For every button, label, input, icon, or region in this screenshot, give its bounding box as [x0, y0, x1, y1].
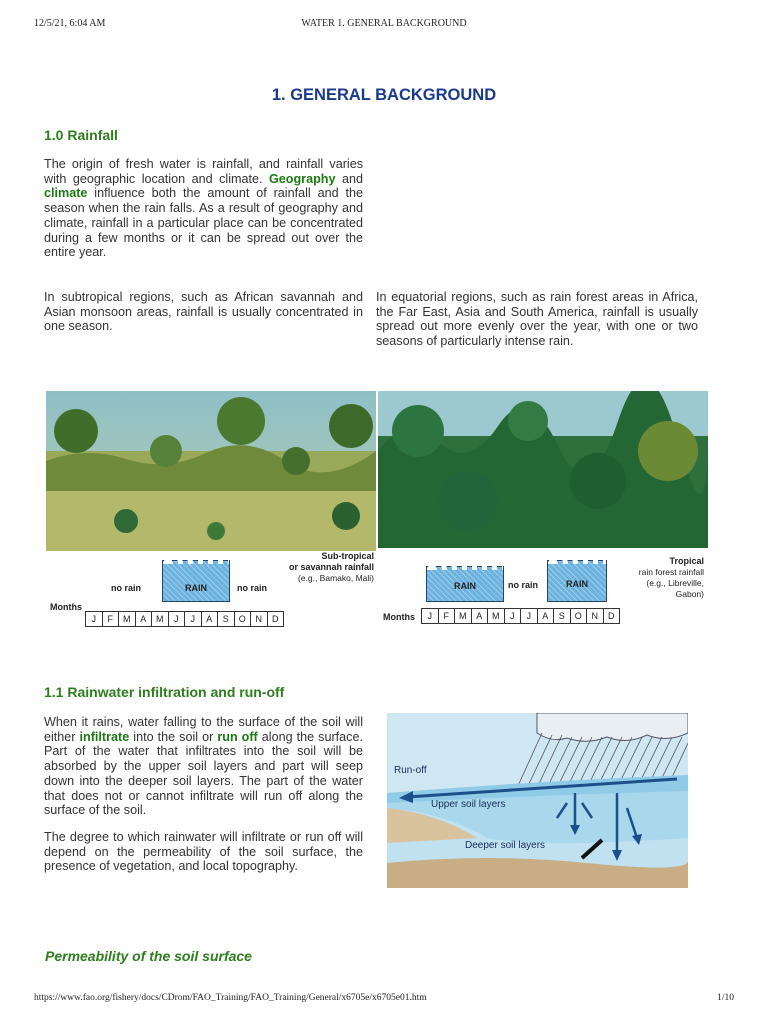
- page-title: 1. GENERAL BACKGROUND: [271, 86, 497, 104]
- soil-upper-label: Upper soil layers: [431, 799, 506, 810]
- month-cell: F: [102, 611, 119, 627]
- month-cell: J: [184, 611, 201, 627]
- tropical-caption: [600, 556, 704, 600]
- month-cell: D: [603, 608, 621, 624]
- tropical-rain-label-left: RAIN: [454, 581, 476, 591]
- month-cell: J: [168, 611, 185, 627]
- savannah-rain-label: RAIN: [185, 583, 207, 593]
- month-cell: A: [201, 611, 218, 627]
- savannah-caption-line3: (e.g., Bamako, Mali): [297, 573, 374, 583]
- month-cell: O: [234, 611, 251, 627]
- savannah-rain-block: [162, 560, 230, 602]
- tropical-wave-icon-left: [427, 560, 503, 570]
- term-geography: Geography: [269, 171, 336, 186]
- month-cell: A: [471, 608, 488, 624]
- tropical-caption-line4: Gabon): [675, 589, 704, 599]
- month-cell: J: [520, 608, 537, 624]
- infiltration-text-a: When it rains, water falling to the surface of the soil will either: [44, 715, 363, 744]
- tropical-no-rain: no rain: [508, 580, 539, 590]
- subtropical-text: In subtropical regions, such as African savannah and Asian monsoon areas, rainfall is usually concentrated in one season.: [44, 290, 363, 334]
- footer-url: https://www.fao.org/fishery/docs/CDrom/FAO_Training/FAO_Training/General/x6705e/x6705e01.htm: [34, 993, 427, 1003]
- month-cell: M: [487, 608, 504, 624]
- print-header: [0, 0, 768, 36]
- intro-text-2: influence both the amount of rainfall and the season when the rain falls. As a result of geography and climate, rainfall in a particular place can be concentrated during a few months or it can be spread out over the entire year.: [44, 186, 363, 260]
- rainforest-photo: [378, 391, 708, 548]
- rainfall-intro: [44, 157, 363, 260]
- month-cell: J: [421, 608, 438, 624]
- month-cell: M: [151, 611, 168, 627]
- tropical-rain-label-right: RAIN: [566, 579, 588, 589]
- month-cell: M: [118, 611, 135, 627]
- tropical-months-label: Months: [383, 612, 415, 622]
- infiltration-text-c: along the surface. Part of the water that infiltrates into the soil will be absorbed by the upper soil layers and part will seep down into the deeper soil layers. The part of the water that does not or cannot infiltrate will run off along the surface of the soil.: [44, 729, 363, 818]
- permeability-heading: Permeability of the soil surface: [45, 948, 252, 964]
- savannah-months-row: [85, 611, 284, 627]
- term-infiltrate: infiltrate: [79, 729, 130, 744]
- equatorial-text: In equatorial regions, such as rain forest areas in Africa, the Far East, Asia and South America, rainfall is usually spread out more evenly over the year, with one or two seasons of particularly intense rain.: [376, 290, 698, 349]
- savannah-months-label: Months: [50, 602, 82, 612]
- month-cell: D: [267, 611, 285, 627]
- month-cell: J: [85, 611, 102, 627]
- infiltration-paragraph-1: [44, 715, 363, 818]
- intro-and: and: [335, 171, 363, 186]
- term-climate: climate: [44, 186, 88, 201]
- tropical-months-row: [421, 608, 620, 624]
- tropical-caption-line1: Tropical: [669, 556, 704, 566]
- savannah-caption: [262, 551, 374, 584]
- month-cell: S: [553, 608, 570, 624]
- infiltration-heading: 1.1 Rainwater infiltration and run-off: [44, 684, 285, 700]
- savannah-caption-line1: Sub-tropical: [321, 551, 374, 561]
- print-doc-title: WATER 1. GENERAL BACKGROUND: [301, 18, 467, 29]
- print-datetime: 12/5/21, 6:04 AM: [34, 18, 106, 29]
- soil-deeper-label: Deeper soil layers: [465, 840, 546, 851]
- savannah-caption-line2: or savannah rainfall: [288, 562, 374, 572]
- soil-runoff-label: Run-off: [394, 765, 427, 776]
- tropical-rain-block-right: [547, 560, 607, 602]
- month-cell: N: [586, 608, 603, 624]
- savannah-no-rain-right: no rain: [237, 583, 268, 593]
- tropical-caption-line2: rain forest rainfall: [638, 567, 704, 577]
- month-cell: M: [454, 608, 471, 624]
- savannah-wave-icon: [163, 554, 229, 564]
- month-cell: S: [217, 611, 234, 627]
- term-run-off: run off: [217, 729, 258, 744]
- savannah-photo: [46, 391, 376, 551]
- month-cell: J: [504, 608, 521, 624]
- month-cell: A: [135, 611, 152, 627]
- footer-page-number: 1/10: [717, 993, 734, 1003]
- infiltration-text-b: into the soil or: [129, 729, 218, 744]
- infiltration-paragraph-2: The degree to which rainwater will infiltrate or run off will depend on the permeability of the soil surface, the presence of vegetation, and local topography.: [44, 830, 363, 874]
- tropical-caption-line3: (e.g., Libreville,: [646, 578, 704, 588]
- month-cell: F: [438, 608, 455, 624]
- rainfall-heading: 1.0 Rainfall: [44, 127, 118, 143]
- month-cell: N: [250, 611, 267, 627]
- tropical-rain-block-left: [426, 566, 504, 602]
- tropical-wave-icon-right: [548, 554, 606, 564]
- soil-diagram: [387, 713, 688, 888]
- intro-text-1: The origin of fresh water is rainfall, and rainfall varies with geographic location and climate.: [44, 157, 363, 186]
- month-cell: A: [537, 608, 554, 624]
- month-cell: O: [570, 608, 587, 624]
- savannah-no-rain-left: no rain: [111, 583, 142, 593]
